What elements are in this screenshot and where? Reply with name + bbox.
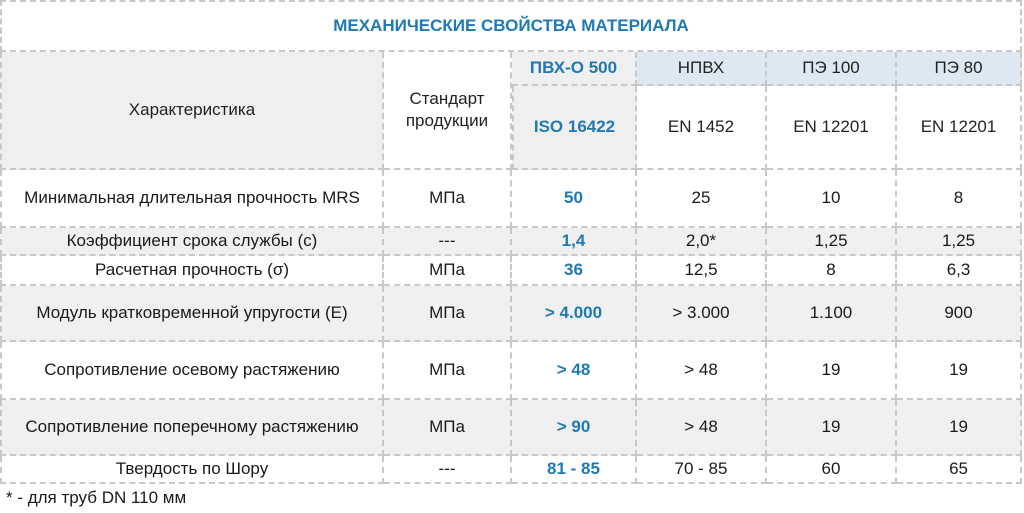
value-npvh: 12,5 [637,256,767,286]
header-standard: Стандарт продукции [384,52,512,170]
row-label: Модуль кратковременной упругости (E) [0,286,384,342]
table-row [0,400,1022,456]
row-unit: --- [384,456,512,484]
value-pe80: 8 [897,170,1022,228]
value-npvh: 2,0* [637,228,767,256]
header-material-pe80: ПЭ 80 [897,52,1022,86]
value-pvho: > 48 [512,342,637,400]
header-standard-pvho: ISO 16422 [512,86,637,170]
value-pe80: 1,25 [897,228,1022,256]
header-material-npvh: НПВХ [637,52,767,86]
value-npvh: > 3.000 [637,286,767,342]
value-npvh: 70 - 85 [637,456,767,484]
value-npvh: > 48 [637,342,767,400]
row-label: Коэффициент срока службы (c) [0,228,384,256]
table-row [0,256,1022,286]
value-pvho: 1,4 [512,228,637,256]
row-label: Сопротивление поперечному растяжению [0,400,384,456]
row-unit: МПа [384,286,512,342]
value-pe100: 19 [767,342,897,400]
value-pvho: > 90 [512,400,637,456]
row-unit: МПа [384,400,512,456]
title-row [0,0,1022,52]
row-label: Расчетная прочность (σ) [0,256,384,286]
value-pe80: 19 [897,400,1022,456]
value-pvho: 50 [512,170,637,228]
table-row [0,286,1022,342]
value-pe80: 65 [897,456,1022,484]
row-label: Твердость по Шору [0,456,384,484]
row-unit: МПа [384,170,512,228]
header-characteristic: Характеристика [0,52,384,170]
header-row-materials [0,52,1022,86]
value-pe80: 19 [897,342,1022,400]
value-pe100: 60 [767,456,897,484]
header-material-pe100: ПЭ 100 [767,52,897,86]
row-label: Сопротивление осевому растяжению [0,342,384,400]
table-row [0,170,1022,228]
value-pe100: 1,25 [767,228,897,256]
table-row [0,456,1022,484]
row-label: Минимальная длительная прочность MRS [0,170,384,228]
table-row [0,228,1022,256]
row-unit: --- [384,228,512,256]
value-pvho: 81 - 85 [512,456,637,484]
value-pe80: 6,3 [897,256,1022,286]
header-standard-pe80: EN 12201 [897,86,1022,170]
value-pe100: 10 [767,170,897,228]
value-pe100: 1.100 [767,286,897,342]
row-unit: МПа [384,256,512,286]
value-npvh: > 48 [637,400,767,456]
value-npvh: 25 [637,170,767,228]
value-pe100: 19 [767,400,897,456]
table-title: МЕХАНИЧЕСКИЕ СВОЙСТВА МАТЕРИАЛА [0,0,1022,52]
footnote: * - для труб DN 110 мм [6,488,187,507]
row-unit: МПа [384,342,512,400]
header-standard-pe100: EN 12201 [767,86,897,170]
value-pe100: 8 [767,256,897,286]
value-pe80: 900 [897,286,1022,342]
value-pvho: > 4.000 [512,286,637,342]
table-row [0,342,1022,400]
header-material-pvho: ПВХ-О 500 [512,52,637,86]
value-pvho: 36 [512,256,637,286]
header-standard-npvh: EN 1452 [637,86,767,170]
